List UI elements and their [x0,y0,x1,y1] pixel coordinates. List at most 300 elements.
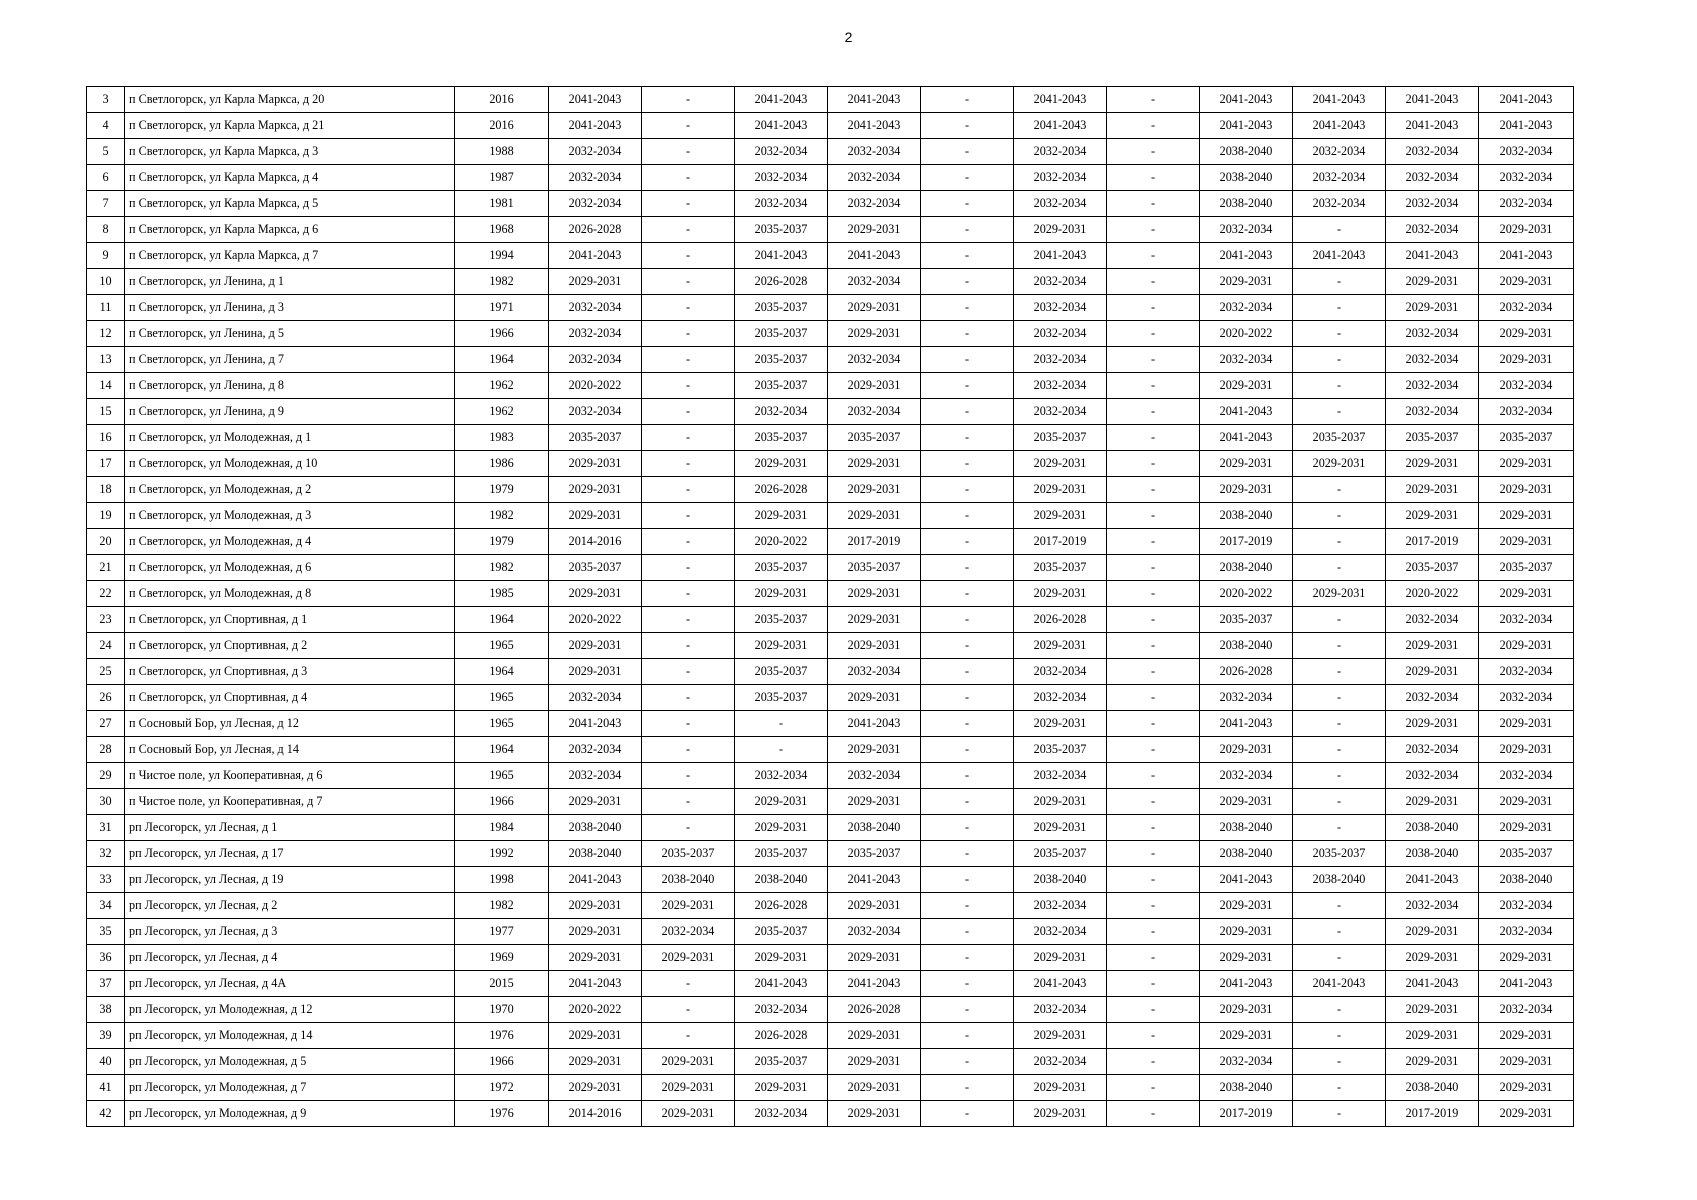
cell-period-1: 2041-2043 [549,87,642,113]
cell-period-11: 2032-2034 [1479,763,1574,789]
cell-period-1: 2029-2031 [549,1049,642,1075]
cell-period-10: 2032-2034 [1386,685,1479,711]
cell-address: п Светлогорск, ул Ленина, д 5 [125,321,455,347]
cell-period-5: - [921,451,1014,477]
page-number: 2 [844,29,853,45]
cell-period-2: - [642,763,735,789]
cell-period-3: 2035-2037 [735,685,828,711]
cell-period-2: - [642,451,735,477]
cell-period-3: 2035-2037 [735,555,828,581]
cell-build-year: 1979 [455,529,549,555]
cell-period-3: 2035-2037 [735,347,828,373]
cell-period-1: 2041-2043 [549,113,642,139]
cell-period-9: - [1293,1049,1386,1075]
cell-period-3: 2032-2034 [735,139,828,165]
cell-period-5: - [921,477,1014,503]
cell-build-year: 1982 [455,893,549,919]
cell-build-year: 1965 [455,633,549,659]
cell-build-year: 1964 [455,737,549,763]
cell-period-1: 2029-2031 [549,269,642,295]
cell-period-3: 2029-2031 [735,945,828,971]
cell-period-6: 2029-2031 [1014,1101,1107,1127]
cell-period-1: 2038-2040 [549,841,642,867]
cell-period-3: 2032-2034 [735,763,828,789]
cell-address: п Светлогорск, ул Ленина, д 3 [125,295,455,321]
cell-period-11: 2029-2031 [1479,477,1574,503]
cell-period-2: 2029-2031 [642,1075,735,1101]
cell-period-2: 2035-2037 [642,841,735,867]
table-row [87,841,1574,867]
cell-period-11: 2032-2034 [1479,893,1574,919]
table-row [87,139,1574,165]
cell-period-5: - [921,711,1014,737]
cell-period-8: 2020-2022 [1200,321,1293,347]
cell-period-7: - [1107,113,1200,139]
cell-period-10: 2032-2034 [1386,191,1479,217]
cell-period-9: - [1293,529,1386,555]
cell-period-3: - [735,711,828,737]
cell-period-7: - [1107,919,1200,945]
cell-period-7: - [1107,1049,1200,1075]
cell-period-1: 2041-2043 [549,867,642,893]
cell-period-10: 2035-2037 [1386,425,1479,451]
cell-period-1: 2029-2031 [549,1075,642,1101]
cell-period-11: 2035-2037 [1479,425,1574,451]
cell-period-6: 2041-2043 [1014,87,1107,113]
cell-period-5: - [921,997,1014,1023]
cell-period-7: - [1107,529,1200,555]
cell-period-10: 2041-2043 [1386,971,1479,997]
cell-row-number: 35 [87,919,125,945]
cell-address: рп Лесогорск, ул Лесная, д 1 [125,815,455,841]
cell-period-4: 2029-2031 [828,217,921,243]
cell-build-year: 1985 [455,581,549,607]
cell-period-6: 2017-2019 [1014,529,1107,555]
table-row [87,607,1574,633]
cell-period-11: 2029-2031 [1479,815,1574,841]
cell-period-9: - [1293,685,1386,711]
cell-address: рп Лесогорск, ул Лесная, д 4А [125,971,455,997]
cell-period-3: 2035-2037 [735,321,828,347]
cell-row-number: 28 [87,737,125,763]
cell-address: рп Лесогорск, ул Лесная, д 17 [125,841,455,867]
cell-row-number: 32 [87,841,125,867]
cell-period-4: 2029-2031 [828,789,921,815]
cell-period-2: - [642,139,735,165]
cell-period-2: - [642,165,735,191]
cell-period-8: 2038-2040 [1200,165,1293,191]
cell-build-year: 1966 [455,321,549,347]
cell-period-11: 2029-2031 [1479,1101,1574,1127]
cell-period-2: - [642,347,735,373]
table-row [87,373,1574,399]
cell-address: рп Лесогорск, ул Лесная, д 4 [125,945,455,971]
cell-period-7: - [1107,347,1200,373]
cell-period-3: 2032-2034 [735,399,828,425]
cell-period-6: 2032-2034 [1014,191,1107,217]
cell-row-number: 15 [87,399,125,425]
table-row [87,269,1574,295]
cell-period-9: 2038-2040 [1293,867,1386,893]
cell-period-1: 2029-2031 [549,659,642,685]
cell-row-number: 37 [87,971,125,997]
cell-period-1: 2032-2034 [549,685,642,711]
cell-period-7: - [1107,789,1200,815]
cell-period-11: 2029-2031 [1479,529,1574,555]
cell-period-8: 2032-2034 [1200,685,1293,711]
cell-period-4: 2035-2037 [828,555,921,581]
cell-row-number: 14 [87,373,125,399]
cell-period-8: 2029-2031 [1200,919,1293,945]
table-row [87,399,1574,425]
cell-period-5: - [921,191,1014,217]
table-row [87,503,1574,529]
cell-period-10: 2041-2043 [1386,87,1479,113]
cell-period-5: - [921,815,1014,841]
cell-period-4: 2029-2031 [828,295,921,321]
table-row [87,191,1574,217]
cell-row-number: 19 [87,503,125,529]
cell-period-3: 2041-2043 [735,87,828,113]
cell-period-6: 2041-2043 [1014,243,1107,269]
table-row [87,1101,1574,1127]
cell-period-1: 2029-2031 [549,893,642,919]
cell-period-4: 2029-2031 [828,893,921,919]
cell-period-2: - [642,243,735,269]
cell-row-number: 33 [87,867,125,893]
cell-period-9: - [1293,633,1386,659]
cell-period-11: 2041-2043 [1479,971,1574,997]
cell-period-4: 2029-2031 [828,503,921,529]
cell-period-2: 2032-2034 [642,919,735,945]
cell-period-11: 2029-2031 [1479,217,1574,243]
cell-period-7: - [1107,191,1200,217]
cell-period-9: - [1293,555,1386,581]
cell-period-4: 2029-2031 [828,321,921,347]
cell-period-11: 2038-2040 [1479,867,1574,893]
cell-period-1: 2032-2034 [549,347,642,373]
cell-period-7: - [1107,555,1200,581]
cell-period-2: - [642,685,735,711]
cell-period-6: 2035-2037 [1014,425,1107,451]
table-row [87,659,1574,685]
table-row [87,1023,1574,1049]
cell-address: п Светлогорск, ул Карла Маркса, д 5 [125,191,455,217]
cell-period-9: - [1293,1023,1386,1049]
cell-build-year: 1983 [455,425,549,451]
cell-period-2: - [642,555,735,581]
cell-period-5: - [921,425,1014,451]
cell-period-7: - [1107,1023,1200,1049]
cell-period-10: 2032-2034 [1386,347,1479,373]
cell-period-3: 2035-2037 [735,919,828,945]
cell-address: рп Лесогорск, ул Лесная, д 19 [125,867,455,893]
cell-period-11: 2029-2031 [1479,737,1574,763]
cell-period-4: 2032-2034 [828,659,921,685]
cell-build-year: 1977 [455,919,549,945]
cell-build-year: 1965 [455,685,549,711]
cell-period-11: 2029-2031 [1479,269,1574,295]
cell-period-6: 2035-2037 [1014,841,1107,867]
cell-address: п Светлогорск, ул Спортивная, д 4 [125,685,455,711]
cell-address: рп Лесогорск, ул Молодежная, д 14 [125,1023,455,1049]
cell-period-9: - [1293,347,1386,373]
cell-period-6: 2032-2034 [1014,295,1107,321]
cell-period-2: 2038-2040 [642,867,735,893]
cell-period-1: 2020-2022 [549,373,642,399]
cell-period-8: 2029-2031 [1200,789,1293,815]
cell-period-1: 2020-2022 [549,607,642,633]
cell-address: п Светлогорск, ул Молодежная, д 1 [125,425,455,451]
cell-period-1: 2035-2037 [549,555,642,581]
cell-period-7: - [1107,633,1200,659]
cell-build-year: 1965 [455,763,549,789]
cell-period-8: 2038-2040 [1200,139,1293,165]
table-row [87,477,1574,503]
cell-period-9: - [1293,373,1386,399]
cell-period-5: - [921,893,1014,919]
cell-period-8: 2041-2043 [1200,87,1293,113]
cell-period-5: - [921,555,1014,581]
cell-period-2: - [642,659,735,685]
cell-period-7: - [1107,1075,1200,1101]
cell-period-3: - [735,737,828,763]
cell-period-10: 2017-2019 [1386,1101,1479,1127]
cell-address: п Светлогорск, ул Спортивная, д 2 [125,633,455,659]
cell-period-6: 2038-2040 [1014,867,1107,893]
cell-row-number: 36 [87,945,125,971]
cell-period-9: - [1293,1075,1386,1101]
cell-address: п Светлогорск, ул Ленина, д 7 [125,347,455,373]
cell-period-7: - [1107,503,1200,529]
cell-period-9: 2032-2034 [1293,165,1386,191]
cell-address: п Светлогорск, ул Молодежная, д 3 [125,503,455,529]
cell-period-6: 2032-2034 [1014,399,1107,425]
cell-period-8: 2029-2031 [1200,477,1293,503]
cell-period-8: 2026-2028 [1200,659,1293,685]
cell-row-number: 9 [87,243,125,269]
cell-period-2: - [642,477,735,503]
cell-row-number: 22 [87,581,125,607]
cell-period-11: 2032-2034 [1479,607,1574,633]
cell-period-8: 2029-2031 [1200,997,1293,1023]
cell-period-6: 2029-2031 [1014,945,1107,971]
cell-period-6: 2032-2034 [1014,893,1107,919]
cell-row-number: 31 [87,815,125,841]
cell-build-year: 1987 [455,165,549,191]
cell-period-9: 2041-2043 [1293,113,1386,139]
cell-period-1: 2029-2031 [549,633,642,659]
cell-row-number: 17 [87,451,125,477]
cell-period-1: 2026-2028 [549,217,642,243]
cell-period-8: 2038-2040 [1200,633,1293,659]
cell-period-4: 2029-2031 [828,373,921,399]
cell-build-year: 1976 [455,1101,549,1127]
table-row [87,971,1574,997]
cell-period-7: - [1107,399,1200,425]
cell-period-8: 2041-2043 [1200,425,1293,451]
cell-period-10: 2032-2034 [1386,607,1479,633]
cell-period-10: 2029-2031 [1386,945,1479,971]
cell-row-number: 42 [87,1101,125,1127]
cell-period-5: - [921,165,1014,191]
cell-row-number: 40 [87,1049,125,1075]
cell-period-10: 2041-2043 [1386,113,1479,139]
cell-period-7: - [1107,997,1200,1023]
cell-period-2: - [642,321,735,347]
cell-address: рп Лесогорск, ул Молодежная, д 12 [125,997,455,1023]
cell-period-6: 2032-2034 [1014,321,1107,347]
cell-period-4: 2029-2031 [828,737,921,763]
cell-period-11: 2029-2031 [1479,347,1574,373]
cell-period-9: - [1293,789,1386,815]
table-row [87,711,1574,737]
cell-period-8: 2041-2043 [1200,971,1293,997]
cell-period-11: 2032-2034 [1479,191,1574,217]
cell-build-year: 1992 [455,841,549,867]
cell-period-5: - [921,503,1014,529]
cell-row-number: 8 [87,217,125,243]
cell-period-1: 2029-2031 [549,945,642,971]
table-row [87,1075,1574,1101]
cell-period-5: - [921,1075,1014,1101]
cell-period-4: 2041-2043 [828,243,921,269]
cell-build-year: 1979 [455,477,549,503]
cell-period-4: 2032-2034 [828,763,921,789]
cell-build-year: 1964 [455,659,549,685]
cell-period-8: 2041-2043 [1200,113,1293,139]
cell-address: п Сосновый Бор, ул Лесная, д 14 [125,737,455,763]
table-row [87,451,1574,477]
cell-build-year: 1998 [455,867,549,893]
cell-period-7: - [1107,711,1200,737]
cell-period-10: 2029-2031 [1386,503,1479,529]
cell-period-5: - [921,269,1014,295]
cell-row-number: 30 [87,789,125,815]
cell-period-7: - [1107,373,1200,399]
table-row [87,737,1574,763]
cell-period-10: 2038-2040 [1386,1075,1479,1101]
cell-period-4: 2029-2031 [828,633,921,659]
cell-period-11: 2029-2031 [1479,1075,1574,1101]
cell-period-7: - [1107,165,1200,191]
cell-period-4: 2035-2037 [828,841,921,867]
cell-period-2: - [642,581,735,607]
cell-address: п Светлогорск, ул Ленина, д 8 [125,373,455,399]
cell-period-10: 2032-2034 [1386,139,1479,165]
cell-period-2: - [642,399,735,425]
cell-period-11: 2029-2031 [1479,633,1574,659]
cell-period-9: - [1293,763,1386,789]
cell-period-5: - [921,867,1014,893]
table-row [87,87,1574,113]
cell-address: п Светлогорск, ул Карла Маркса, д 6 [125,217,455,243]
cell-build-year: 1988 [455,139,549,165]
cell-period-8: 2032-2034 [1200,763,1293,789]
cell-period-5: - [921,581,1014,607]
cell-period-4: 2029-2031 [828,1023,921,1049]
cell-period-1: 2029-2031 [549,789,642,815]
cell-period-9: 2041-2043 [1293,971,1386,997]
cell-period-6: 2032-2034 [1014,763,1107,789]
cell-period-7: - [1107,763,1200,789]
cell-period-1: 2032-2034 [549,737,642,763]
cell-row-number: 10 [87,269,125,295]
cell-period-11: 2032-2034 [1479,165,1574,191]
table-row [87,581,1574,607]
cell-period-10: 2032-2034 [1386,763,1479,789]
cell-period-10: 2029-2031 [1386,295,1479,321]
cell-period-3: 2032-2034 [735,191,828,217]
cell-period-10: 2029-2031 [1386,1023,1479,1049]
cell-address: п Светлогорск, ул Карла Маркса, д 20 [125,87,455,113]
cell-period-10: 2029-2031 [1386,451,1479,477]
cell-period-4: 2041-2043 [828,113,921,139]
cell-period-11: 2032-2034 [1479,919,1574,945]
cell-period-10: 2032-2034 [1386,737,1479,763]
cell-period-5: - [921,529,1014,555]
table-row [87,243,1574,269]
cell-address: п Светлогорск, ул Молодежная, д 4 [125,529,455,555]
cell-period-8: 2029-2031 [1200,1023,1293,1049]
cell-period-11: 2032-2034 [1479,399,1574,425]
cell-period-9: 2032-2034 [1293,191,1386,217]
cell-row-number: 20 [87,529,125,555]
table-body [87,87,1574,1127]
cell-address: рп Лесогорск, ул Молодежная, д 9 [125,1101,455,1127]
cell-period-3: 2026-2028 [735,477,828,503]
cell-address: п Светлогорск, ул Ленина, д 1 [125,269,455,295]
cell-period-7: - [1107,737,1200,763]
table-row [87,997,1574,1023]
cell-period-2: - [642,191,735,217]
cell-build-year: 1982 [455,555,549,581]
cell-row-number: 29 [87,763,125,789]
cell-period-3: 2032-2034 [735,1101,828,1127]
cell-period-11: 2041-2043 [1479,243,1574,269]
cell-period-7: - [1107,971,1200,997]
cell-period-3: 2029-2031 [735,503,828,529]
cell-period-8: 2029-2031 [1200,737,1293,763]
cell-period-4: 2029-2031 [828,945,921,971]
cell-period-2: - [642,87,735,113]
cell-period-1: 2020-2022 [549,997,642,1023]
table-row [87,217,1574,243]
cell-period-9: - [1293,737,1386,763]
cell-period-3: 2041-2043 [735,243,828,269]
cell-row-number: 23 [87,607,125,633]
cell-period-10: 2029-2031 [1386,1049,1479,1075]
cell-row-number: 13 [87,347,125,373]
cell-period-11: 2029-2031 [1479,711,1574,737]
cell-period-11: 2032-2034 [1479,659,1574,685]
cell-period-8: 2029-2031 [1200,451,1293,477]
cell-address: п Светлогорск, ул Карла Маркса, д 7 [125,243,455,269]
cell-period-6: 2029-2031 [1014,1075,1107,1101]
cell-period-4: 2032-2034 [828,919,921,945]
cell-period-4: 2032-2034 [828,399,921,425]
cell-period-11: 2041-2043 [1479,113,1574,139]
cell-period-1: 2032-2034 [549,399,642,425]
cell-build-year: 2016 [455,87,549,113]
cell-period-4: 2029-2031 [828,451,921,477]
cell-period-4: 2038-2040 [828,815,921,841]
cell-period-10: 2029-2031 [1386,477,1479,503]
cell-period-4: 2032-2034 [828,165,921,191]
cell-period-8: 2038-2040 [1200,503,1293,529]
cell-period-2: - [642,1023,735,1049]
cell-period-5: - [921,945,1014,971]
